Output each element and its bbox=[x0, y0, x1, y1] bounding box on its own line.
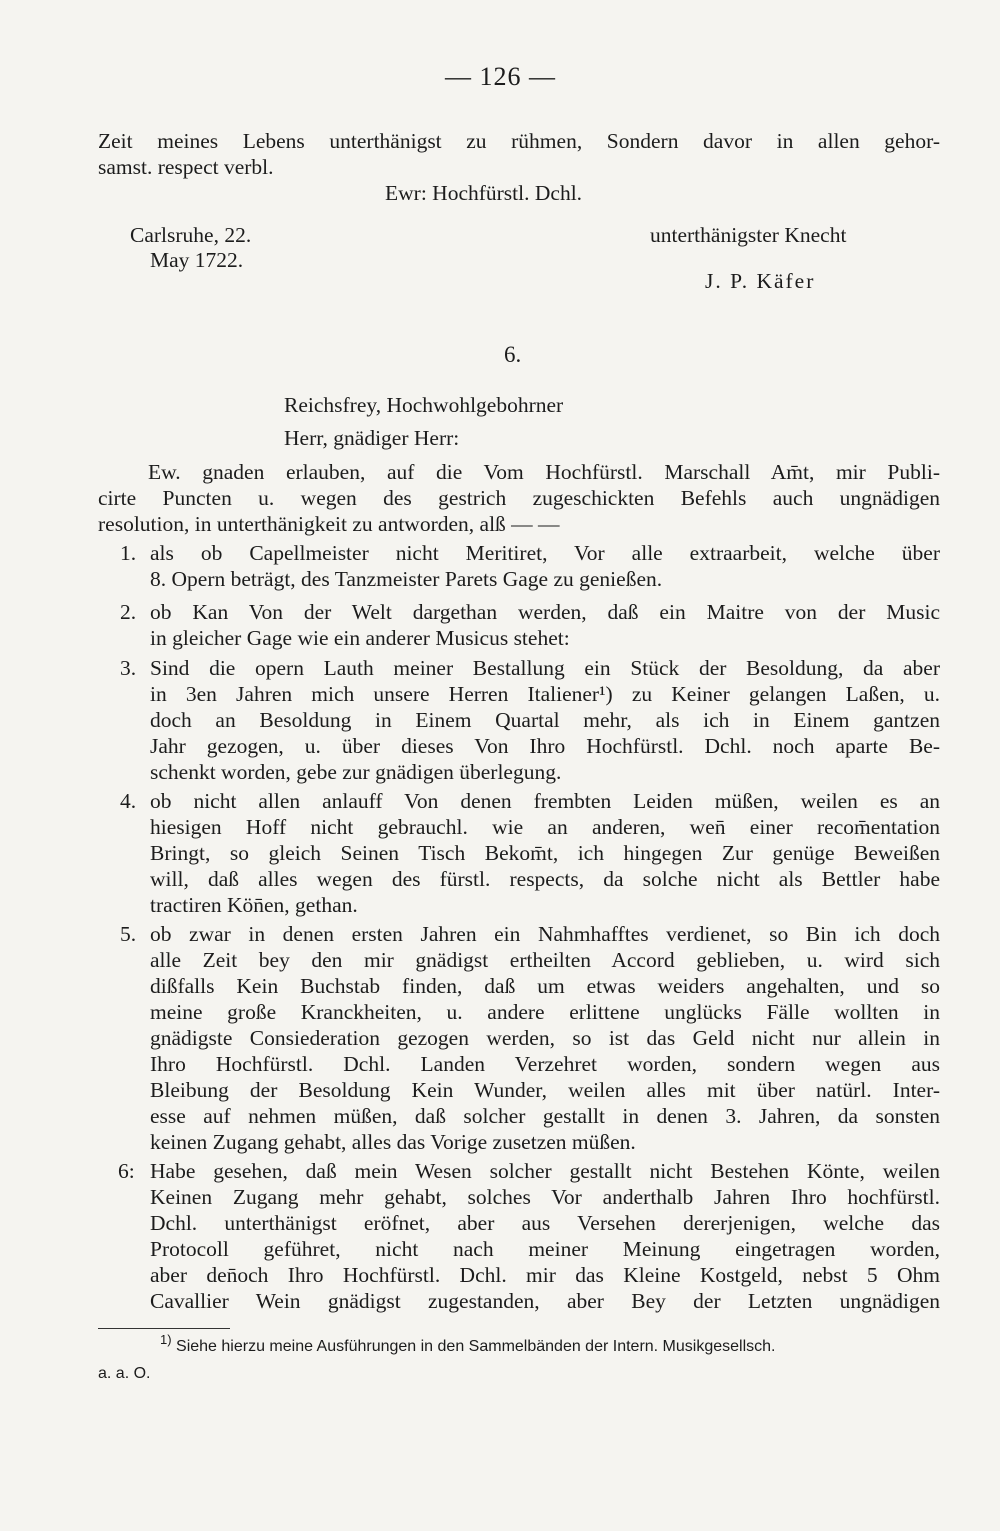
intro-line: Zeit meines Lebens unterthänigst zu rühmen, Sondern davor in allen gehor- bbox=[98, 129, 940, 153]
item-number: 5. bbox=[120, 922, 137, 946]
item-line: Dchl. unterthänigst eröfnet, aber aus Versehen dererjenigen, welche das bbox=[150, 1211, 940, 1235]
opening-line: cirte Puncten u. wegen des gestrich zugeschickten Befehls auch ungnädigen bbox=[98, 486, 940, 510]
item-line: aber den̄och Ihro Hochfürstl. Dchl. mir das Kleine Kostgeld, nebst 5 Ohm bbox=[150, 1263, 940, 1287]
salutation-line: Reichsfrey, Hochwohlgebohrner bbox=[284, 393, 564, 417]
item-line: Habe gesehen, daß mein Wesen solcher gestallt nicht Bestehen Könte, weilen bbox=[150, 1159, 940, 1183]
item-line: Ihro Hochfürstl. Dchl. Landen Verzehret worden, sondern wegen aus bbox=[150, 1052, 940, 1076]
item-line: Cavallier Wein gnädigst zugestanden, aber Bey der Letzten ungnädigen bbox=[150, 1289, 940, 1313]
signature: J. P. Käfer bbox=[705, 269, 816, 293]
item-number: 2. bbox=[120, 600, 137, 624]
page-number: — 126 — bbox=[445, 62, 556, 91]
item-line: in 3en Jahren mich unsere Herren Italiener¹) zu Keiner gelangen Laßen, u. bbox=[150, 682, 940, 706]
footnote-marker: 1) bbox=[160, 1332, 172, 1347]
closing-date: May 1722. bbox=[150, 248, 244, 272]
closing-place: Carlsruhe, 22. bbox=[130, 223, 252, 247]
item-line: ob zwar in denen ersten Jahren ein Nahmhafftes verdienet, so Bin ich doch bbox=[150, 922, 940, 946]
opening-line: resolution, in unterthänigkeit zu antworden, alß — — bbox=[98, 512, 560, 536]
item-line: 8. Opern beträgt, des Tanzmeister Parets Gage zu genießen. bbox=[150, 567, 663, 591]
item-number: 6: bbox=[118, 1159, 135, 1183]
item-line: Keinen Zugang mehr gehabt, solches Vor anderthalb Jahren Ihro hochfürstl. bbox=[150, 1185, 940, 1209]
item-line: Jahr gezogen, u. über dieses Von Ihro Hochfürstl. Dchl. noch aparte Be- bbox=[150, 734, 940, 758]
item-number: 4. bbox=[120, 789, 137, 813]
opening-line: Ew. gnaden erlauben, auf die Vom Hochfürstl. Marschall Am̄t, mir Publi- bbox=[148, 460, 940, 484]
item-line: meine große Kranckheiten, u. andere erlittene unglücks Fälle wollten in bbox=[150, 1000, 940, 1024]
section-number: 6. bbox=[504, 342, 522, 367]
closing-servant: unterthänigster Knecht bbox=[650, 223, 847, 247]
footnote-rule bbox=[98, 1328, 230, 1329]
closing-address: Ewr: Hochfürstl. Dchl. bbox=[385, 181, 583, 205]
item-line: Bringt, so gleich Seinen Tisch Bekom̄t, ich hingegen Zur genüge Beweißen bbox=[150, 841, 940, 865]
item-line: esse auf nehmen müßen, daß solcher gestallt in denen 3. Jahren, da sonsten bbox=[150, 1104, 940, 1128]
item-line: in gleicher Gage wie ein anderer Musicus stehet: bbox=[150, 626, 570, 650]
salutation-line: Herr, gnädiger Herr: bbox=[284, 426, 460, 450]
item-line: Sind die opern Lauth meiner Bestallung ein Stück der Besoldung, da aber bbox=[150, 656, 940, 680]
item-line: Bleibung der Besoldung Kein Wunder, weilen alles mit über natürl. Inter- bbox=[150, 1078, 940, 1102]
item-number: 3. bbox=[120, 656, 137, 680]
intro-line: samst. respect verbl. bbox=[98, 155, 274, 179]
item-line: tractiren Kön̄en, gethan. bbox=[150, 893, 358, 917]
footnote-line: a. a. O. bbox=[98, 1365, 151, 1382]
item-line: ob nicht allen anlauff Von denen frembten Leiden müßen, weilen es an bbox=[150, 789, 940, 813]
item-line: Protocoll geführet, nicht nach meiner Meinung eingetragen worden, bbox=[150, 1237, 940, 1261]
item-line: alle Zeit bey den mir gnädigst ertheilten Accord geblieben, u. wird sich bbox=[150, 948, 940, 972]
item-line: gnädigste Consiederation gezogen werden, so ist das Geld nicht nur allein in bbox=[150, 1026, 940, 1050]
item-number: 1. bbox=[120, 541, 137, 565]
footnote-text: Siehe hierzu meine Ausführungen in den Sammelbänden der Intern. Musikgesellsch. bbox=[176, 1338, 776, 1355]
item-line: doch an Besoldung in Einem Quartal mehr, als ich in Einem gantzen bbox=[150, 708, 940, 732]
item-line: dißfalls Kein Buchstab finden, daß um etwas weiders angehalten, und so bbox=[150, 974, 940, 998]
item-line: schenkt worden, gebe zur gnädigen überlegung. bbox=[150, 760, 562, 784]
item-line: ob Kan Von der Welt dargethan werden, daß ein Maitre von der Music bbox=[150, 600, 940, 624]
item-line: will, daß alles wegen des fürstl. respects, da solche nicht als Bettler habe bbox=[150, 867, 940, 891]
item-line: hiesigen Hoff nicht gebrauchl. wie an anderen, wen̄ einer recom̄entation bbox=[150, 815, 940, 839]
item-line: als ob Capellmeister nicht Meritiret, Vor alle extraarbeit, welche über bbox=[150, 541, 940, 565]
item-line: keinen Zugang gehabt, alles das Vorige zusetzen müßen. bbox=[150, 1130, 636, 1154]
footnote-line bbox=[160, 1332, 776, 1357]
